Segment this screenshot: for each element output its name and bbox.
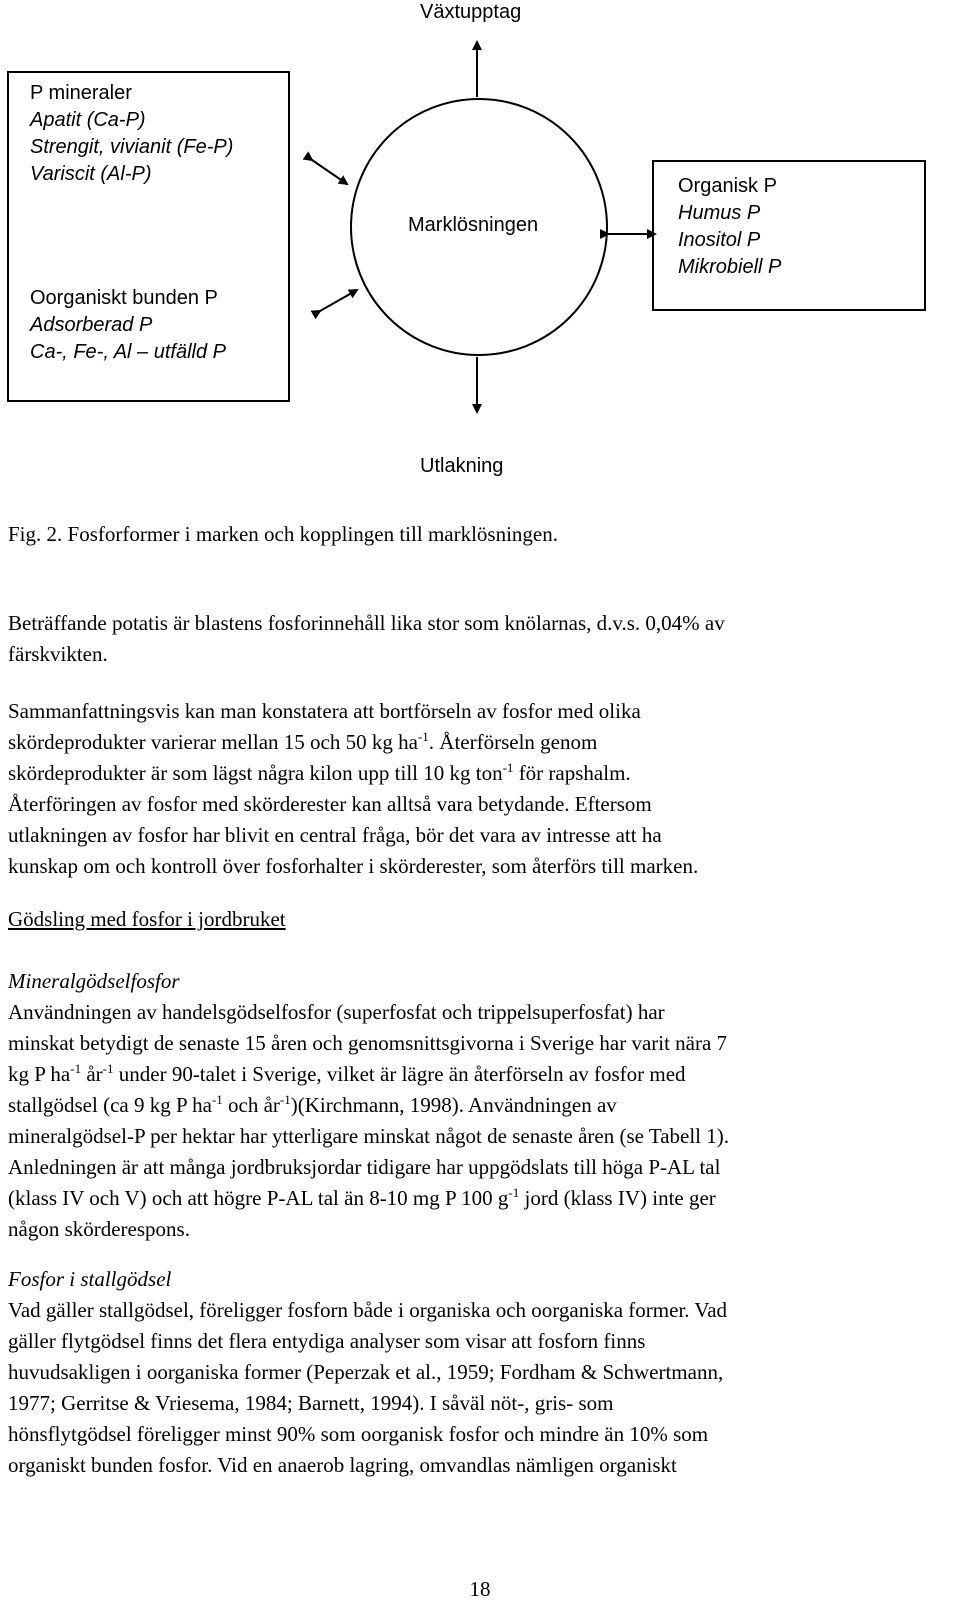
section-heading xyxy=(8,904,943,935)
organic-p-group xyxy=(678,173,781,281)
superscript: -1 xyxy=(211,1092,223,1107)
paragraph-line: Beträffande potatis är blastens fosforinnehåll lika stor som knölarnas, d.v.s. 0,04% av xyxy=(8,611,725,635)
caption-text: Fig. 2. Fosforformer i marken och kopplingen till marklösningen. xyxy=(8,522,558,546)
text-run: stallgödsel (ca 9 kg P ha xyxy=(8,1093,212,1117)
text-run: . Återförseln genom xyxy=(428,730,598,754)
text-run: )(Kirchmann, 1998). Användningen av xyxy=(290,1093,617,1117)
paragraph-line: någon skörderespons. xyxy=(8,1217,190,1241)
paragraph-line xyxy=(8,727,943,758)
page-number: 18 xyxy=(469,1577,491,1601)
paragraph-line: Anledningen är att många jordbruksjordar tidigare har uppgödslats till höga P-AL tal xyxy=(8,1155,721,1179)
superscript: -1 xyxy=(508,1185,520,1200)
organic-p-title: Organisk P xyxy=(678,175,777,197)
potato-paragraph xyxy=(8,608,943,670)
paragraph-line: utlakningen av fosfor har blivit en central fråga, bör det vara av intresse att ha xyxy=(8,823,662,847)
superscript: -1 xyxy=(417,729,429,744)
soil-solution-label: Marklösningen xyxy=(408,214,539,236)
paragraph-line: hönsflytgödsel föreligger minst 90% som oorganisk fosfor och mindre än 10% som xyxy=(8,1422,709,1446)
text-run: under 90-talet i Sverige, vilket är lägre än återförseln av fosfor med xyxy=(113,1062,686,1086)
summary-paragraph xyxy=(8,696,943,882)
paragraph-line xyxy=(8,1090,943,1121)
mineral-fertilizer-section xyxy=(8,966,943,1245)
paragraph-line: färskvikten. xyxy=(8,642,108,666)
subheading: Fosfor i stallgödsel xyxy=(8,1267,172,1291)
paragraph-line xyxy=(8,1059,943,1090)
text-run: för rapshalm. xyxy=(513,761,631,785)
text-run: skördeprodukter är som lägst några kilon upp till 10 kg ton xyxy=(8,761,503,785)
mineral-p-item: Variscit (Al-P) xyxy=(30,163,152,185)
paragraph-line: kunskap om och kontroll över fosforhalter i skörderester, som återförs till marken. xyxy=(8,854,699,878)
paragraph-line xyxy=(8,758,943,789)
text-run: år xyxy=(81,1062,103,1086)
inorganic-p-item: Adsorberad P xyxy=(30,314,153,336)
phosphorus-forms-diagram xyxy=(0,0,960,500)
figure-caption xyxy=(8,519,943,550)
manure-section xyxy=(8,1264,943,1481)
text-run: och år xyxy=(222,1093,280,1117)
paragraph-line: Återföringen av fosfor med skörderester kan alltså vara betydande. Eftersom xyxy=(8,792,652,816)
arrow-inorganic-exchange xyxy=(320,290,357,311)
mineral-p-item: Apatit (Ca-P) xyxy=(30,109,146,131)
paragraph-line: gäller flytgödsel finns det flera entydiga analyser som visar att fosforn finns xyxy=(8,1329,646,1353)
paragraph-line: huvudsakligen i oorganiska former (Peperzak et al., 1959; Fordham & Schwertmann, xyxy=(8,1360,724,1384)
subheading: Mineralgödselfosfor xyxy=(8,969,180,993)
inorganic-p-group xyxy=(30,285,226,366)
paragraph-line: mineralgödsel-P per hektar har ytterligare minskat något de senaste åren (se Tabell 1). xyxy=(8,1124,730,1148)
superscript: -1 xyxy=(102,1061,114,1076)
heading-text: Gödsling med fosfor i jordbruket xyxy=(8,907,286,931)
organic-p-item: Mikrobiell P xyxy=(678,256,782,278)
mineral-p-group xyxy=(30,80,233,188)
superscript: -1 xyxy=(502,760,514,775)
text-run: skördeprodukter varierar mellan 15 och 50 kg ha xyxy=(8,730,418,754)
mineral-p-item: Strengit, vivianit (Fe-P) xyxy=(30,136,234,158)
text-run: jord (klass IV) inte ger xyxy=(519,1186,716,1210)
paragraph-line: organiskt bunden fosfor. Vid en anaerob lagring, omvandlas nämligen organiskt xyxy=(8,1453,677,1477)
paragraph-line: Sammanfattningsvis kan man konstatera att bortförseln av fosfor med olika xyxy=(8,699,641,723)
text-run: (klass IV och V) och att högre P-AL tal än 8-10 mg P 100 g xyxy=(8,1186,509,1210)
text-run: kg P ha xyxy=(8,1062,71,1086)
organic-p-item: Inositol P xyxy=(678,229,761,251)
plant-uptake-label: Växtupptag xyxy=(420,1,522,23)
superscript: -1 xyxy=(70,1061,82,1076)
paragraph-line xyxy=(8,1183,943,1214)
leaching-label: Utlakning xyxy=(420,455,504,477)
inorganic-p-title: Oorganiskt bunden P xyxy=(30,287,218,309)
paragraph-line: minskat betydigt de senaste 15 åren och genomsnittsgivorna i Sverige har varit nära 7 xyxy=(8,1031,728,1055)
inorganic-p-item: Ca-, Fe-, Al – utfälld P xyxy=(30,341,226,363)
organic-p-item: Humus P xyxy=(678,202,761,224)
mineral-p-title: P mineraler xyxy=(30,82,132,104)
arrow-minerals-exchange xyxy=(312,160,347,184)
paragraph-line: 1977; Gerritse & Vriesema, 1984; Barnett, 1994). I såväl nöt-, gris- som xyxy=(8,1391,614,1415)
paragraph-line: Vad gäller stallgödsel, föreligger fosforn både i organiska och oorganiska former. Vad xyxy=(8,1298,728,1322)
paragraph-line: Användningen av handelsgödselfosfor (superfosfat och trippelsuperfosfat) har xyxy=(8,1000,665,1024)
superscript: -1 xyxy=(279,1092,291,1107)
